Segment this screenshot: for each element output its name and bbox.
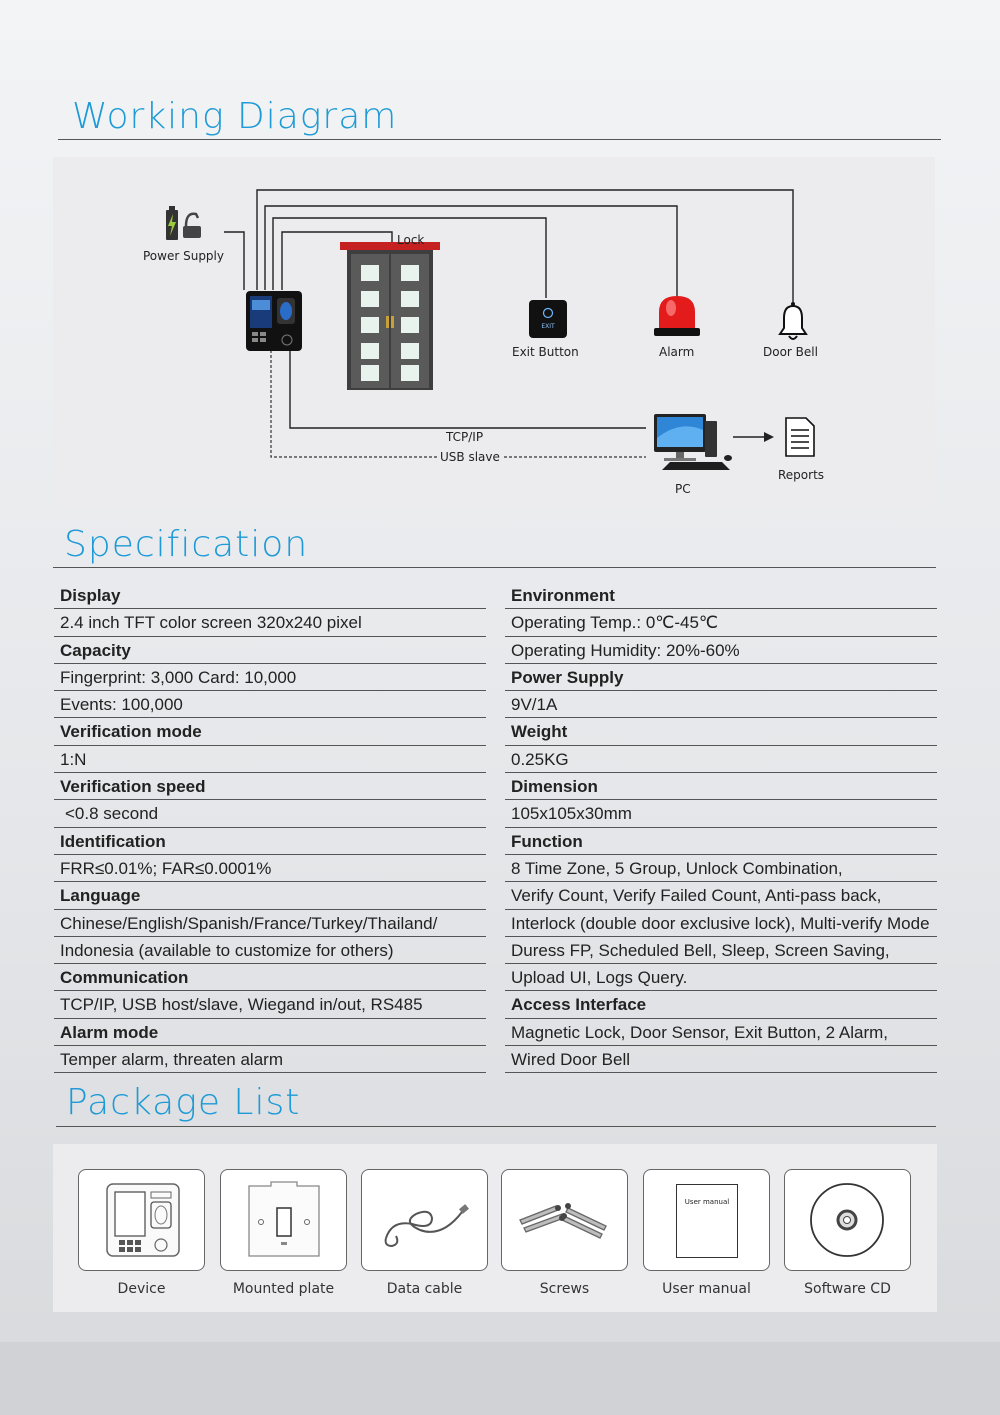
spec-value: <0.8 second <box>54 800 486 827</box>
exit-button-text: EXIT <box>541 323 555 330</box>
section-title-package-list: Package List <box>66 1082 301 1123</box>
package-label-screws: Screws <box>539 1281 590 1297</box>
section-rule <box>56 1126 936 1127</box>
reports-label: Reports <box>778 468 825 482</box>
alarm-icon <box>654 296 700 336</box>
lock-label: Lock <box>397 233 425 247</box>
spec-heading: Language <box>54 882 486 909</box>
spec-value: Events: 100,000 <box>54 691 486 718</box>
spec-value: 0.25KG <box>505 746 937 773</box>
reports-icon <box>786 418 814 456</box>
pc-label: PC <box>675 482 691 496</box>
package-item-software-cd <box>784 1169 911 1271</box>
spec-value: 9V/1A <box>505 691 937 718</box>
package-label-data-cable: Data cable <box>386 1281 463 1297</box>
device-icon <box>79 1170 203 1269</box>
section-title-working-diagram: Working Diagram <box>72 96 398 137</box>
package-item-device <box>78 1169 205 1271</box>
package-label-mounted-plate: Mounted plate <box>232 1281 335 1297</box>
user-manual-cover-text: User manual <box>684 1198 730 1206</box>
package-item-mounted-plate <box>220 1169 347 1271</box>
spec-column-left <box>54 582 486 1073</box>
spec-value: Fingerprint: 3,000 Card: 10,000 <box>54 664 486 691</box>
spec-value: Operating Humidity: 20%-60% <box>505 637 937 664</box>
spec-heading: Capacity <box>54 637 486 664</box>
spec-heading: Access Interface <box>505 991 937 1018</box>
wiring-lines <box>224 190 793 437</box>
spec-heading: Power Supply <box>505 664 937 691</box>
spec-heading: Dimension <box>505 773 937 800</box>
bell-icon <box>780 302 806 339</box>
package-label-software-cd: Software CD <box>804 1281 891 1297</box>
spec-heading: Verification mode <box>54 718 486 745</box>
spec-value: Upload UI, Logs Query. <box>505 964 937 991</box>
spec-value: Indonesia (available to customize for others) <box>54 937 486 964</box>
door-bell-label: Door Bell <box>763 345 818 359</box>
spec-value: Wired Door Bell <box>505 1046 937 1073</box>
spec-value: Operating Temp.: 0℃-45℃ <box>505 609 937 636</box>
spec-heading: Identification <box>54 828 486 855</box>
spec-value: Magnetic Lock, Door Sensor, Exit Button, 2 Alarm, <box>505 1019 937 1046</box>
spec-heading: Function <box>505 828 937 855</box>
exit-button-label: Exit Button <box>512 345 579 359</box>
screws-icon <box>502 1170 626 1269</box>
exit-button-icon <box>529 300 567 338</box>
package-label-device: Device <box>117 1281 166 1297</box>
cd-icon <box>785 1170 909 1269</box>
data-cable-icon <box>362 1170 486 1269</box>
spec-value: Temper alarm, threaten alarm <box>54 1046 486 1073</box>
power-supply-label: Power Supply <box>143 249 224 263</box>
arrow-head-icon <box>764 432 774 442</box>
spec-value: TCP/IP, USB host/slave, Wiegand in/out, RS485 <box>54 991 486 1018</box>
spec-value: 1:N <box>54 746 486 773</box>
spec-heading: Environment <box>505 582 937 609</box>
spec-value: Verify Count, Verify Failed Count, Anti-pass back, <box>505 882 937 909</box>
spec-value: Duress FP, Scheduled Bell, Sleep, Screen Saving, <box>505 937 937 964</box>
user-manual-icon <box>676 1184 738 1258</box>
package-item-user-manual <box>643 1169 770 1271</box>
section-rule <box>53 567 936 568</box>
spec-heading: Verification speed <box>54 773 486 800</box>
spec-value: Chinese/English/Spanish/France/Turkey/Thailand/ <box>54 910 486 937</box>
pc-icon <box>654 414 732 470</box>
spec-value: 2.4 inch TFT color screen 320x240 pixel <box>54 609 486 636</box>
spec-value: Interlock (double door exclusive lock), Multi-verify Mode <box>505 910 937 937</box>
device-icon <box>246 291 302 351</box>
spec-heading: Alarm mode <box>54 1019 486 1046</box>
spec-heading: Display <box>54 582 486 609</box>
spec-heading: Communication <box>54 964 486 991</box>
package-item-screws <box>501 1169 628 1271</box>
spec-value: 105x105x30mm <box>505 800 937 827</box>
package-label-user-manual: User manual <box>662 1281 751 1297</box>
tcp-ip-label: TCP/IP <box>446 430 484 444</box>
usb-slave-label: USB slave <box>437 450 503 464</box>
power-supply-icon <box>166 206 201 240</box>
spec-value: 8 Time Zone, 5 Group, Unlock Combination, <box>505 855 937 882</box>
alarm-label: Alarm <box>659 345 695 359</box>
spec-heading: Weight <box>505 718 937 745</box>
section-title-specification: Specification <box>64 524 309 565</box>
spec-value: FRR≤0.01%; FAR≤0.0001% <box>54 855 486 882</box>
mounted-plate-icon <box>221 1170 345 1269</box>
spec-column-right <box>505 582 937 1073</box>
bottom-band <box>0 1342 1000 1415</box>
door-icon <box>340 242 440 390</box>
package-item-data-cable <box>361 1169 488 1271</box>
